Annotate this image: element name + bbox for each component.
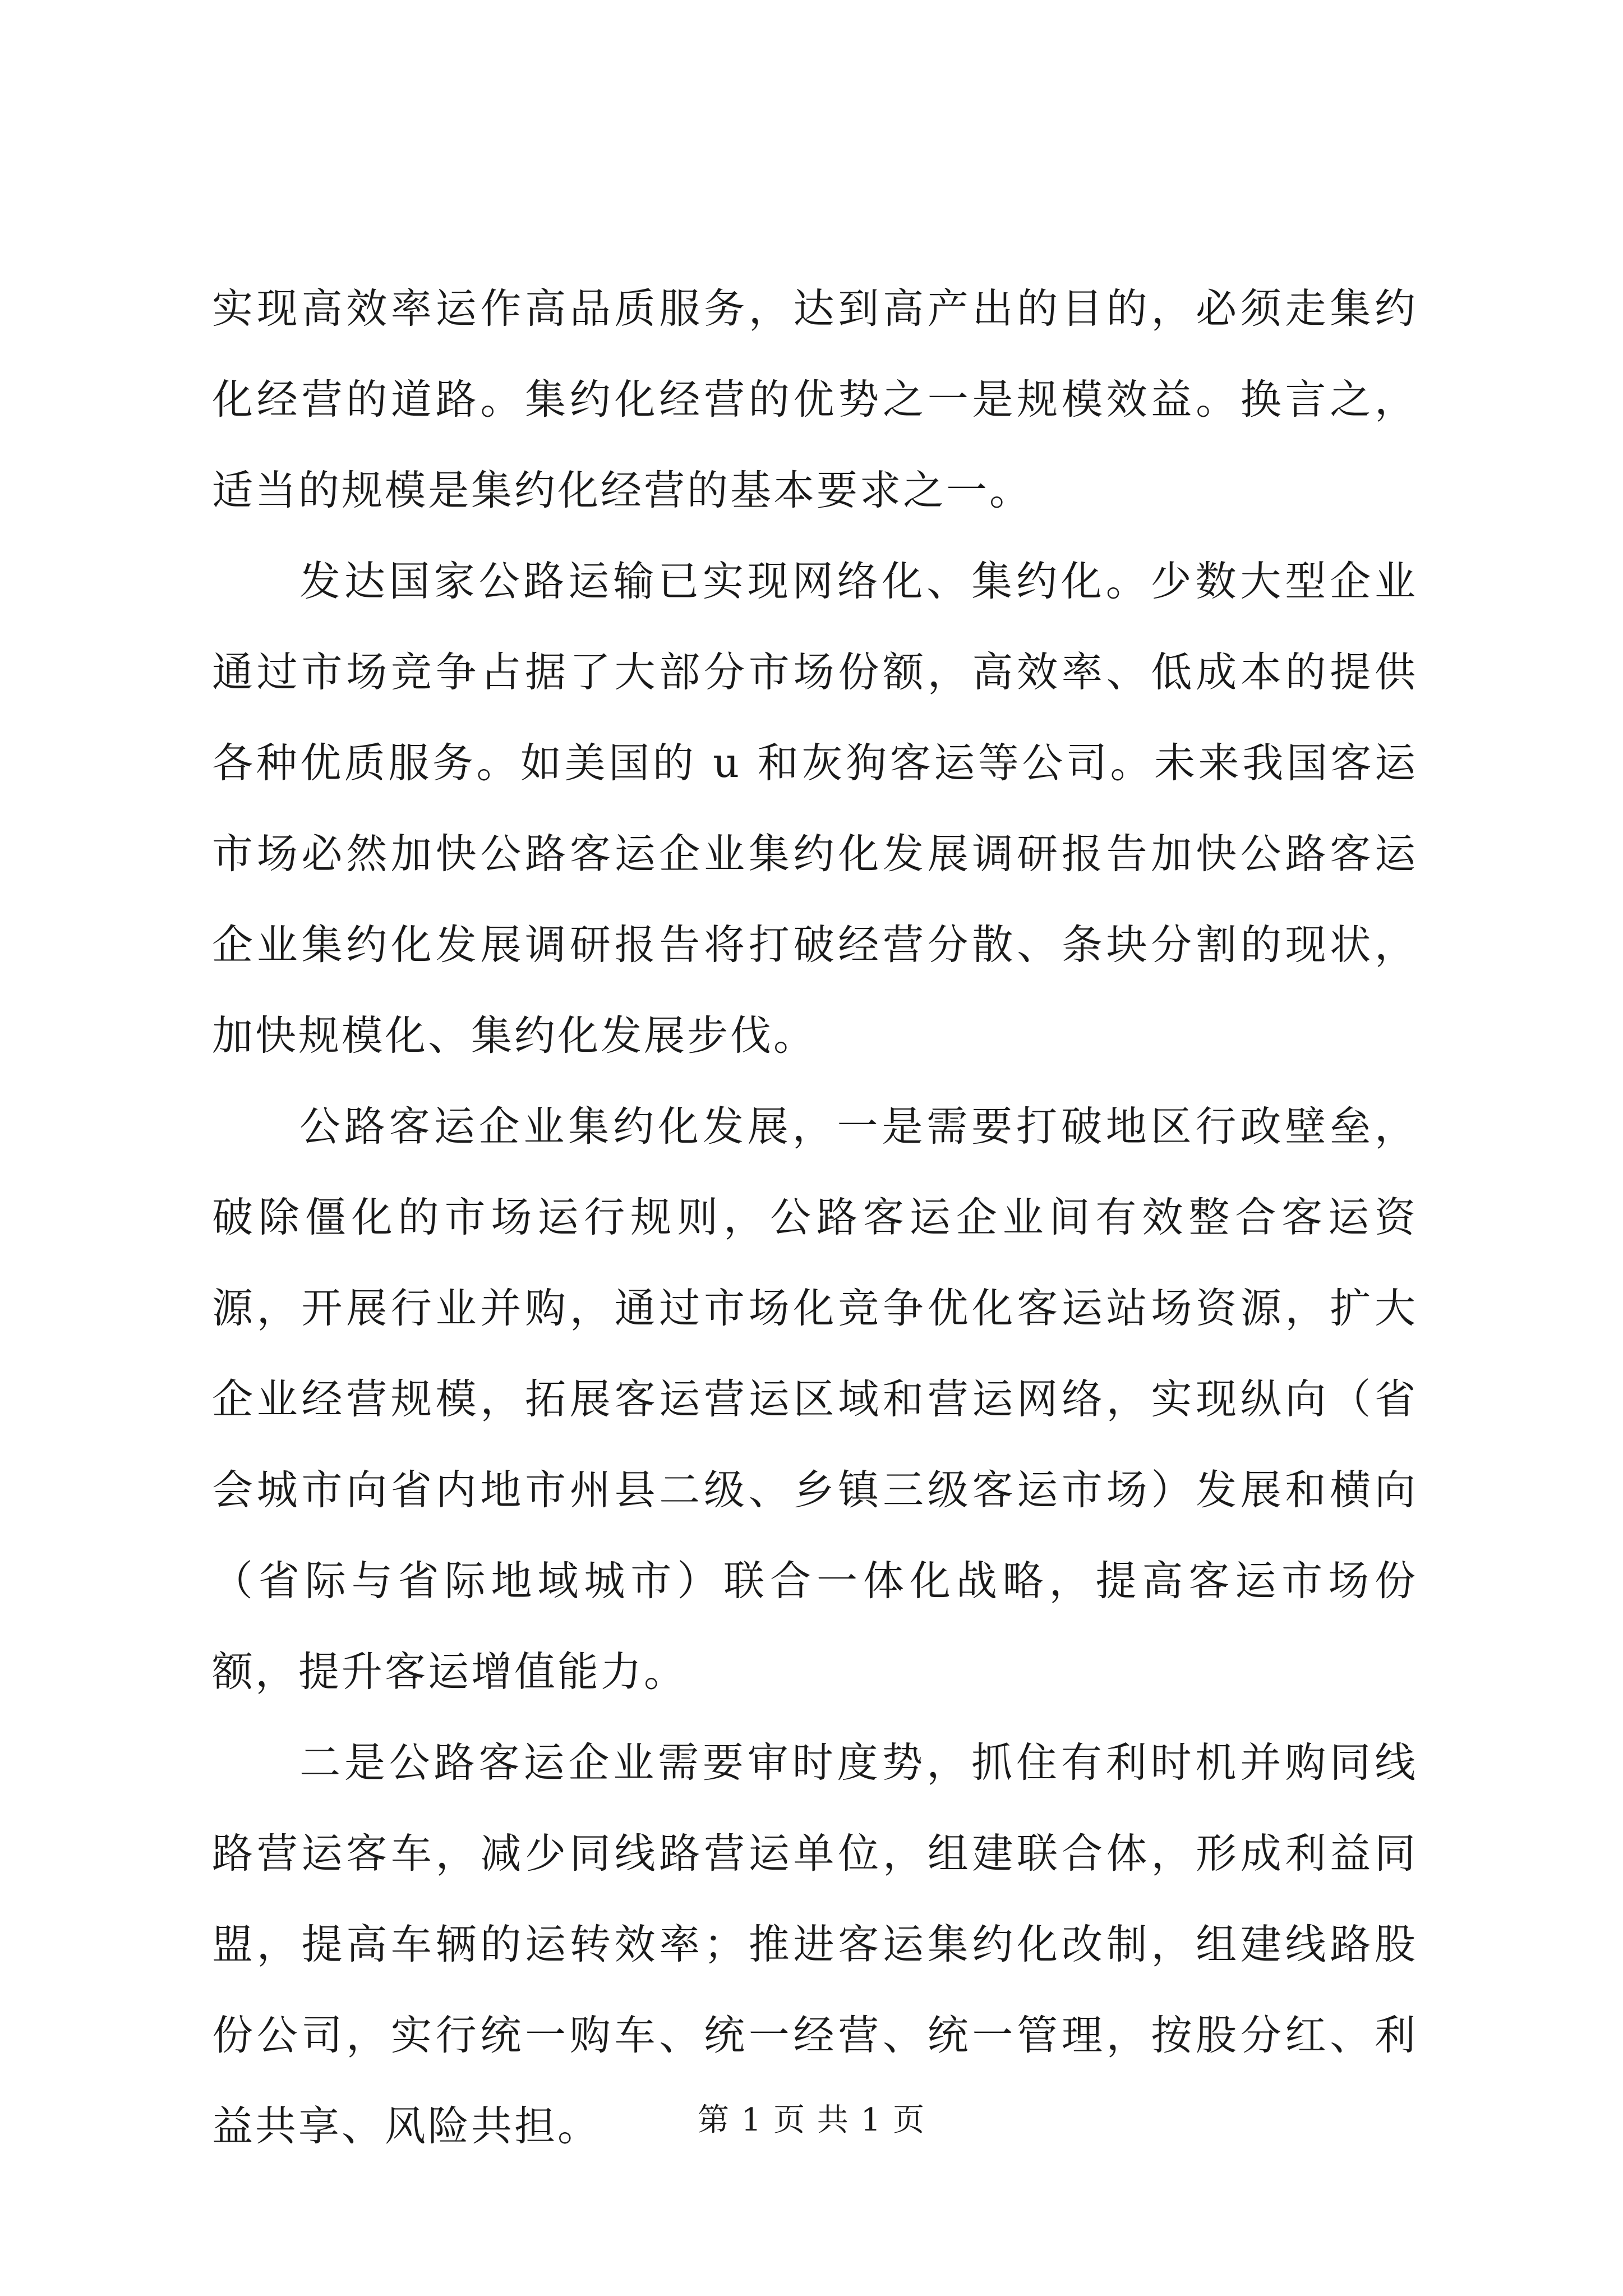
paragraph-1: 实现高效率运作高品质服务，达到高产出的目的，必须走集约化经营的道路。集约化经营的优势之一是规模效益。换言之，适当的规模是集约化经营的基本要求之一。 [212, 285, 1418, 514]
page-number-footer: 第 1 页 共 1 页 [697, 2102, 926, 2138]
paragraph-4: 二是公路客运企业需要审时度势，抓住有利时机并购同线路营运客车，减少同线路营运单位，组建联合体，形成利益同盟，提高车辆的运转效率；推进客运集约化改制，组建线路股份公司，实行统一购车、统一经营、统一管理，按股分红、利益共享、风险共担。 [212, 1739, 1418, 2150]
paragraph-3: 公路客运企业集约化发展，一是需要打破地区行政壁垒，破除僵化的市场运行规则，公路客运企业间有效整合客运资源，开展行业并购，通过市场化竞争优化客运站场资源，扩大企业经营规模，拓展客运营运区域和营运网络，实现纵向（省会城市向省内地市州县二级、乡镇三级客运市场）发展和横向（省际与省际地域城市）联合一体化战略，提高客运市场份额，提升客运增值能力。 [212, 1103, 1418, 1696]
document-body [212, 264, 1418, 2172]
paragraph-2: 发达国家公路运输已实现网络化、集约化。少数大型企业通过市场竞争占据了大部分市场份额，高效率、低成本的提供各种优质服务。如美国的 u 和灰狗客运等公司。未来我国客运市场必然加快公路客运企业集约化发展调研报告加快公路客运企业集约化发展调研报告将打破经营分散、条块分割的现状，加快规模化、集约化发展步伐。 [212, 558, 1418, 1060]
